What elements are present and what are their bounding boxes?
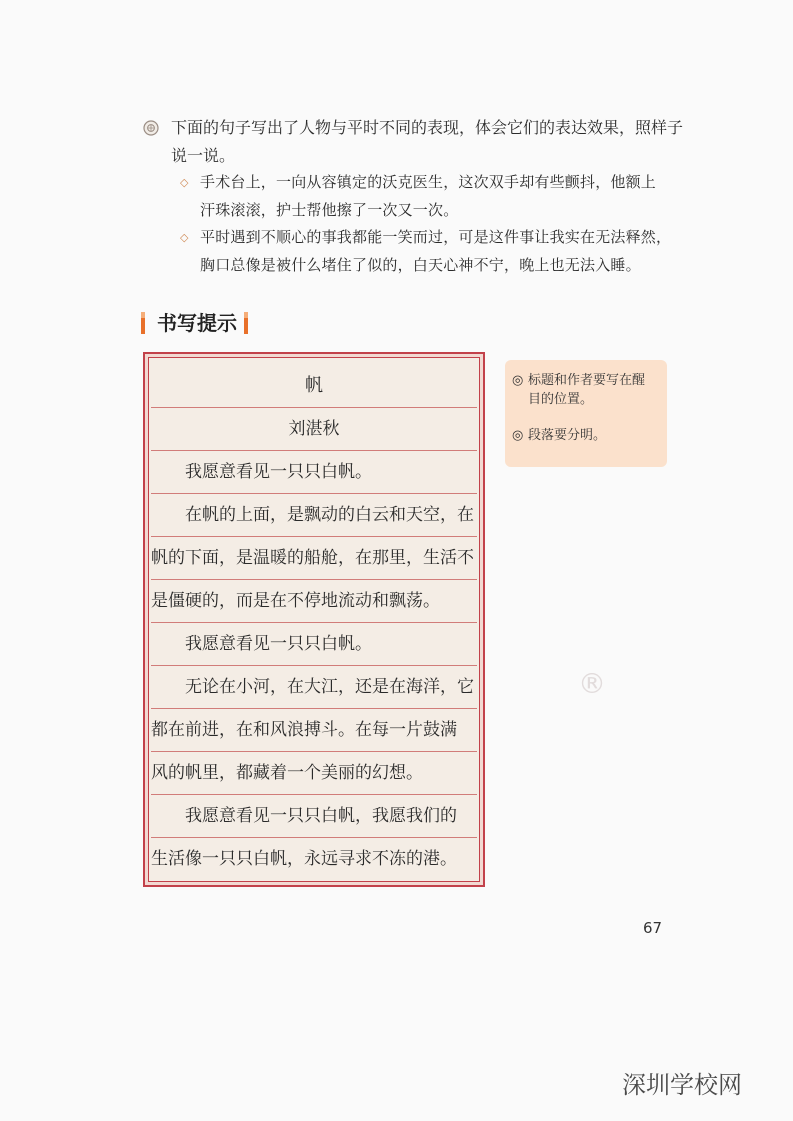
sample-line: 无论在小河，在大江，还是在海洋，它: [151, 666, 477, 709]
double-circle-bullet-icon: ◎: [512, 373, 524, 388]
handwriting-sample-frame: [143, 352, 485, 887]
example-line: 平时遇到不顺心的事我都能一笑而过，可是这件事让我实在无法释然，: [200, 228, 672, 246]
sample-line: 风的帆里，都藏着一个美丽的幻想。: [151, 752, 477, 795]
sample-line: 我愿意看见一只只白帆。: [151, 623, 477, 666]
site-watermark: 深圳学校网: [622, 1071, 742, 1099]
diamond-bullet-icon: ◇: [180, 231, 189, 244]
instruction-block: [143, 114, 688, 172]
tip-item: [512, 426, 661, 445]
flower-circle-icon: [143, 120, 159, 136]
sample-line: 是僵硬的，而是在不停地流动和飘荡。: [151, 580, 477, 623]
sample-title: 帆: [151, 365, 477, 408]
sample-line: 都在前进，在和风浪搏斗。在每一片鼓满: [151, 709, 477, 752]
heading-bar-left: [141, 312, 145, 334]
tip-line: 标题和作者要写在醒: [528, 373, 646, 388]
example-line: 胸口总像是被什么堵住了似的，白天心神不宁，晚上也无法入睡。: [200, 255, 641, 274]
page-number: 67: [643, 919, 663, 937]
section-heading: [141, 310, 253, 336]
sample-line: 我愿意看见一只只白帆，我愿我们的: [151, 795, 477, 838]
example-line: 汗珠滚滚，护士帮他擦了一次又一次。: [200, 200, 459, 219]
example-list: [180, 169, 680, 279]
double-circle-bullet-icon: ◎: [512, 428, 524, 443]
sample-line: 帆的下面，是温暖的船舱，在那里，生活不: [151, 537, 477, 580]
tips-note: [505, 360, 667, 467]
example-item: [180, 169, 680, 224]
tip-item: [512, 371, 661, 409]
sample-author: 刘湛秋: [151, 408, 477, 451]
registered-mark-watermark: ®: [578, 667, 606, 700]
diamond-bullet-icon: ◇: [180, 176, 189, 189]
sample-line: 我愿意看见一只只白帆。: [151, 451, 477, 494]
instruction-line: 下面的句子写出了人物与平时不同的表现，体会它们的表达效果，照样子: [171, 118, 684, 137]
section-title: 书写提示: [157, 311, 237, 335]
tip-line: 目的位置。: [528, 392, 594, 407]
sample-line: 生活像一只只白帆，永远寻求不冻的港。: [151, 849, 457, 869]
ruled-paper: [148, 357, 480, 882]
example-line: 手术台上，一向从容镇定的沃克医生，这次双手却有些颤抖，他额上: [200, 173, 657, 191]
tip-line: 段落要分明。: [528, 428, 607, 443]
example-item: [180, 224, 680, 279]
heading-bar-right: [244, 312, 248, 334]
instruction-text: [171, 114, 683, 170]
instruction-line: 说一说。: [171, 146, 236, 165]
sample-line: 在帆的上面，是飘动的白云和天空，在: [151, 494, 477, 537]
